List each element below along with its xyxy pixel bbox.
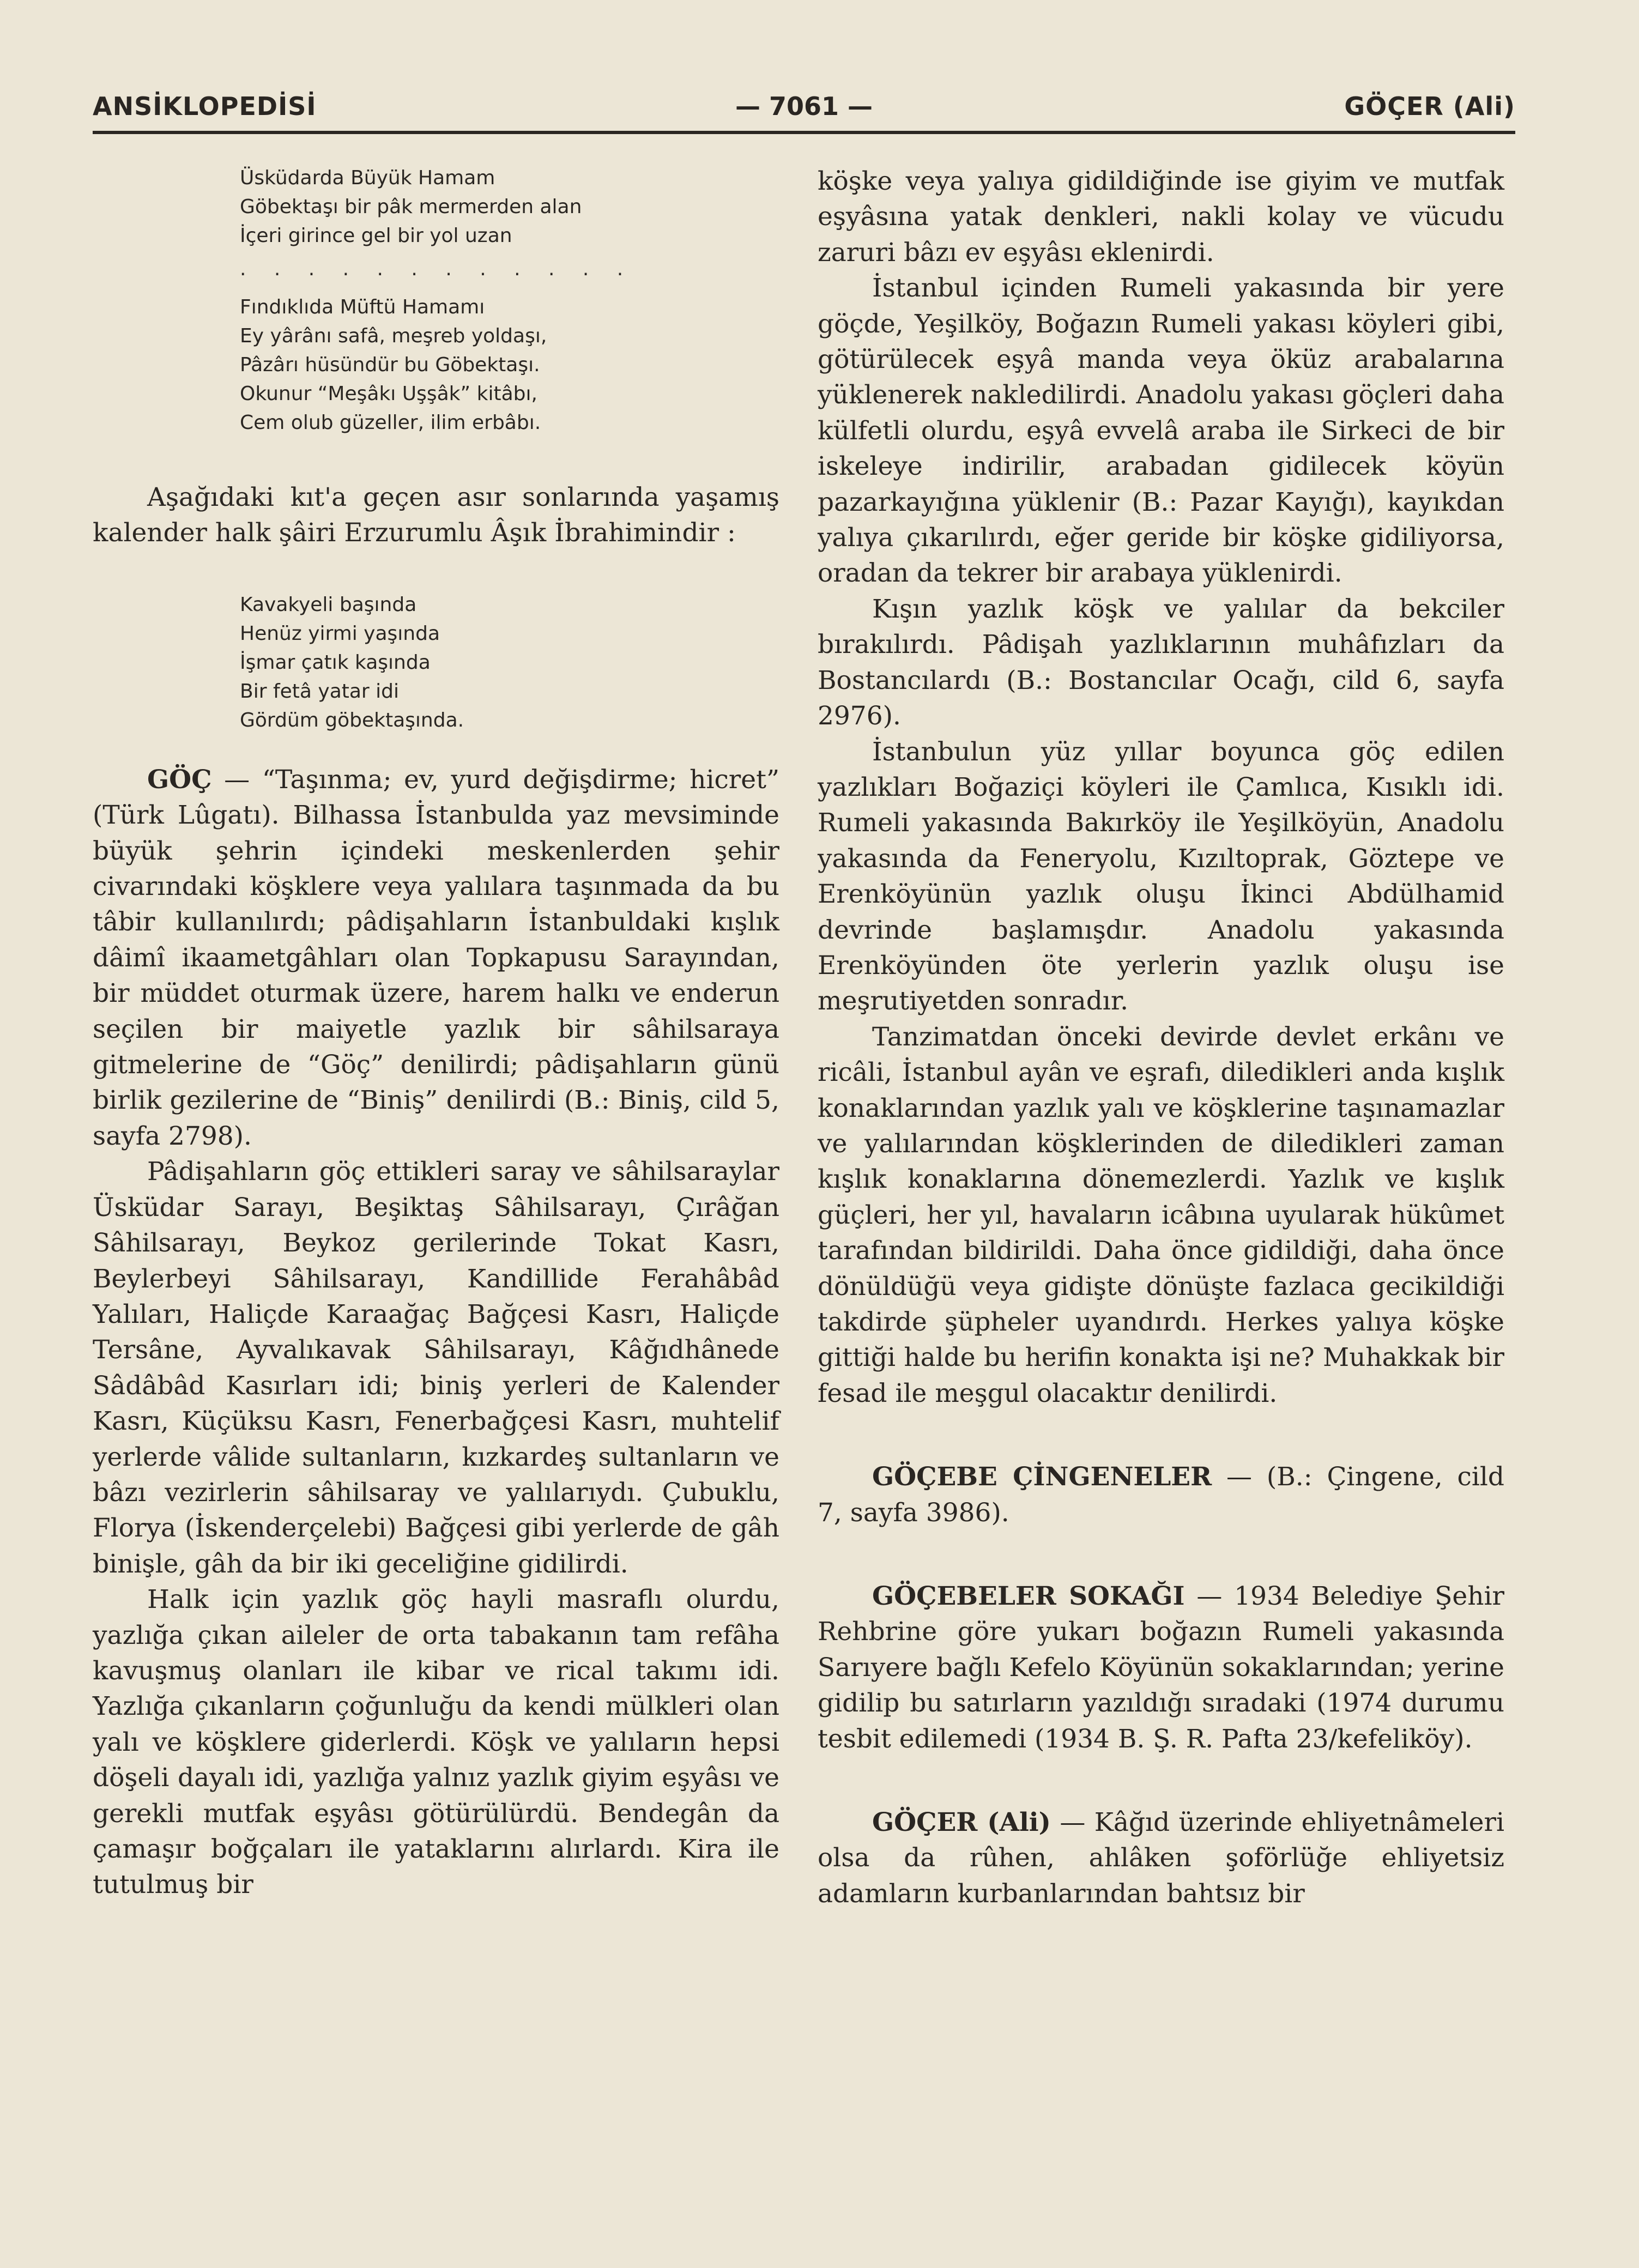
paragraph: İstanbul içinden Rumeli yakasında bir yere göçde, Yeşilköy, Boğazın Rumeli yakası köyleri gibi, götürülecek eşyâ manda veya öküz arabalarına yüklenerek nakledilirdi. Anadolu yakası göçleri daha külfetli olurdu, eşyâ evvelâ araba ile Sirkeci de bir iskeleye indirilir, arabadan gidilecek köyün pazarkayığına yüklenir (B.: Pazar Kayığı), kayıkdan yalıya çıkarılırdı, eğer geride bir köşke gidiliyorsa, oradan da tekrer bir arabaya yüklenirdi. [818, 273, 1504, 589]
poem-asik [93, 590, 779, 735]
paragraph: köşke veya yalıya gidildiğinde ise giyim ve mutfak eşyâsına yatak denkleri, nakli kolay ve vücudu zaruri bâzı ev eşyâsı eklenirdi. [818, 166, 1504, 268]
header-entry: GÖÇER (Ali) [1344, 92, 1515, 121]
poem-hamam-1 [93, 164, 779, 250]
poem-line: Fındıklıda Müftü Hamamı [240, 296, 485, 318]
poem-line: İçeri girince gel bir yol uzan [240, 225, 512, 247]
entry-heading: GÖÇ [147, 764, 212, 795]
poem-line: Gördüm göbektaşında. [240, 709, 464, 731]
ellipsis-dots: . . . . . . . . . . . . [240, 258, 634, 280]
poem-line: Göbektaşı bir pâk mermerden alan [240, 196, 582, 218]
entry-text: — Kâğıd üzerinde ehliyetnâmeleri olsa da rûhen, ahlâken şoförlüğe ehliyetsiz adamların kurbanlarından bahtsız bir [818, 1807, 1504, 1909]
entry-goc [93, 762, 779, 1154]
poem-line: Bir fetâ yatar idi [240, 680, 400, 703]
poem-line: Henüz yirmi yaşında [240, 622, 440, 645]
left-column [93, 164, 779, 1903]
poem-line: Üsküdarda Büyük Hamam [240, 167, 495, 189]
intro-paragraph: Aşağıdaki kıt'a geçen asır sonlarında yaşamış kalender halk şâiri Erzurumlu Âşık İbrahimindir : [93, 482, 779, 548]
page-number: — 7061 — [735, 92, 873, 121]
paragraph: Halk için yazlık göç hayli masraflı olurdu, yazlığa çıkan aileler de orta tabakanın tam refâha kavuşmuş olanları ile kibar ve rical takımı idi. Yazlığa çıkanların çoğunluğu da kendi mülkleri olan yalı ve köşklere giderlerdi. Köşk ve yalıların hepsi döşeli dayalı idi, yazlığa yalnız yazlık giyim eşyâsı ve gerekli mutfak eşyâsı götürülürdü. Bendegân da çamaşır boğçaları ile yataklarını alırlardı. Kira ile tutulmuş bir [93, 1584, 779, 1900]
header-rule [93, 131, 1515, 134]
paragraph: Pâdişahların göç ettikleri saray ve sâhilsaraylar Üsküdar Sarayı, Beşiktaş Sâhilsarayı, Çırâğan Sâhilsarayı, Beykoz gerilerinde Tokat Kasrı, Beylerbeyi Sâhilsarayı, Kandillide Ferahâbâd Yalıları, Haliçde Karaağaç Bağçesi Kasrı, Haliçde Tersâne, Ayvalıkavak Sâhilsarayı, Kâğıdhânede Sâdâbâd Kasırları idi; biniş yerleri de Kalender Kasrı, Küçüksu Kasrı, Fenerbağçesi Kasrı, muhtelif yerlerde vâlide sultanların, kızkardeş sultanların ve bâzı vezirlerin sâhilsaray ve yalılarıydı. Çubuklu, Florya (İskenderçelebi) Bağçesi gibi yerlerde de gâh binişle, gâh da bir iki geceliğine gidilirdi. [93, 1157, 779, 1579]
page-header [93, 82, 1515, 131]
poem-line: Kavakyeli başında [240, 593, 417, 616]
right-column [818, 164, 1504, 1912]
paragraph: Kışın yazlık köşk ve yalılar da bekciler bırakılırdı. Pâdişah yazlıklarının muhâfızları da Bostancılardı (B.: Bostancılar Ocağı, cild 6, sayfa 2976). [818, 594, 1504, 731]
entry-heading: GÖÇEBELER SOKAĞI [872, 1581, 1185, 1612]
paragraph: İstanbulun yüz yıllar boyunca göç edilen yazlıkları Boğaziçi köyleri ile Çamlıca, Kısıklı idi. Rumeli yakasında Bakırköy ile Yeşilköyün, Anadolu yakasında da Feneryolu, Kızıltoprak, Göztepe ve Erenköyünün yazlık oluşu İkinci Abdülhamid devrinde başlamışdır. Anadolu yakasında Erenköyünden öte yerlerin yazlık oluşu ise meşrutiyetden sonradır. [818, 736, 1504, 1017]
entry-text: — 1934 Belediye Şehir Rehbrine göre yukarı boğazın Rumeli yakasında Sarıyere bağlı Kefelo Köyünün sokaklarından; yerine gidilip bu satırların yazıldığı sıradaki (1974 durumu tesbit edilemedi (1934 B. Ş. R. Pafta 23/kefeliköy). [818, 1581, 1504, 1754]
entry-heading: GÖÇEBE ÇİNGENELER [872, 1462, 1212, 1492]
entry-gocebeler-sokagi [818, 1578, 1504, 1757]
poem-line: Okunur “Meşâkı Uşşâk” kitâbı, [240, 383, 537, 405]
entry-gocer-ali [818, 1805, 1504, 1912]
entry-heading: GÖÇER (Ali) [872, 1807, 1051, 1838]
entry-text: — “Taşınma; ev, yurd değişdirme; hicret” (Türk Lûgatı). Bilhassa İstanbulda yaz mevsiminde büyük şehrin içindeki meskenlerden şehir civarındaki köşklere veya yalılara taşınmada da bu tâbir kullanılırdı; pâdişahların İstanbuldaki kışlık dâimî ikaametgâhları olan Topkapusu Sarayından, bir müddet oturmak üzere, harem halkı ve enderun seçilen bir maiyetle yazlık bir sâhilsaraya gitmelerine de “Göç” denilirdi; pâdişahların günü birlik gezilerine de “Biniş” denilirdi (B.: Biniş, cild 5, sayfa 2798). [93, 764, 779, 1151]
poem-hamam-2 [93, 293, 779, 437]
entry-text: — (B.: Çingene, cild 7, sayfa 3986). [818, 1462, 1504, 1528]
entry-gocebe-cingeneler [818, 1459, 1504, 1531]
poem-line: Ey yârânı safâ, meşreb yoldaşı, [240, 325, 547, 347]
paragraph: Tanzimatdan önceki devirde devlet erkânı ve ricâli, İstanbul ayân ve eşrafı, diledikleri anda kışlık konaklarından yazlık yalı ve köşklerine taşınamazlar ve yalılarından köşklerinden de diledikleri zaman kışlık konaklarına dönemezlerdi. Yazlık ve kışlık güçleri, her yıl, havaların icâbına uyularak hükûmet tarafından bildirildi. Daha önce gidildiği, daha önce dönüldüğü veya gidişte dönüşte fazlaca gecikildiği takdirde şüpheler uyandırdı. Herkes yalıya köşke gittiği halde bu herifin konakta işi ne? Muhakkak bir fesad ile meşgul olacaktır denilirdi. [818, 1021, 1504, 1408]
header-title: ANSİKLOPEDİSİ [93, 92, 317, 121]
poem-line: Pâzârı hüsündür bu Göbektaşı. [240, 354, 540, 376]
poem-line: Cem olub güzeller, ilim erbâbı. [240, 412, 541, 434]
poem-line: İşmar çatık kaşında [240, 651, 431, 674]
